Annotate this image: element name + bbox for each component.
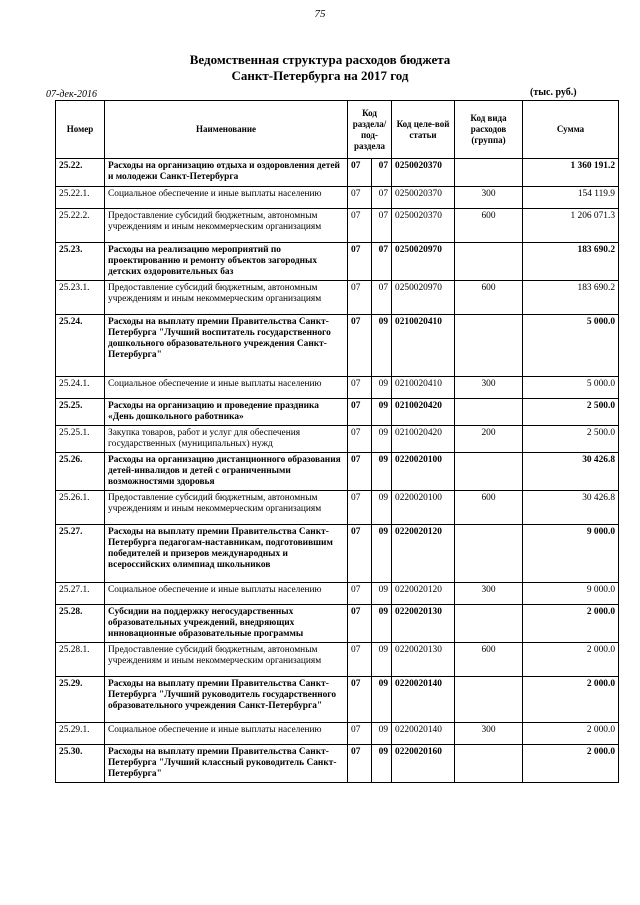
budget-table: [55, 100, 619, 783]
row-number: 25.27.: [56, 525, 105, 583]
row-expense-type: 600: [455, 491, 523, 525]
row-article-code: 0210020420: [392, 399, 455, 426]
row-number: 25.29.1.: [56, 723, 105, 745]
table-header-row: [56, 101, 619, 159]
row-section-code: 07: [348, 209, 372, 243]
row-expense-type: [455, 745, 523, 783]
table-row: [56, 209, 619, 243]
row-article-code: 0220020100: [392, 453, 455, 491]
table-row: [56, 159, 619, 187]
row-article-code: 0220020130: [392, 643, 455, 677]
row-subsection-code: 09: [372, 377, 392, 399]
row-section-code: 07: [348, 377, 372, 399]
row-expense-type: [455, 315, 523, 377]
row-section-code: 07: [348, 525, 372, 583]
row-number: 25.26.1.: [56, 491, 105, 525]
row-section-code: 07: [348, 315, 372, 377]
header-amount: Сумма: [523, 101, 619, 159]
row-expense-type: [455, 677, 523, 723]
row-article-code: 0220020160: [392, 745, 455, 783]
row-name: Расходы на организацию отдыха и оздоровления детей и молодежи Санкт-Петербурга: [105, 159, 348, 187]
row-section-code: 07: [348, 243, 372, 281]
row-number: 25.23.1.: [56, 281, 105, 315]
row-subsection-code: 09: [372, 453, 392, 491]
table-row: [56, 491, 619, 525]
row-name: Предоставление субсидий бюджетным, автономным учреждениям и иным некоммерческим организациям: [105, 643, 348, 677]
row-expense-type: 300: [455, 377, 523, 399]
row-article-code: 0220020140: [392, 677, 455, 723]
row-article-code: 0250020370: [392, 209, 455, 243]
row-number: 25.25.1.: [56, 426, 105, 453]
row-name: Социальное обеспечение и иные выплаты населению: [105, 723, 348, 745]
row-section-code: 07: [348, 605, 372, 643]
row-number: 25.27.1.: [56, 583, 105, 605]
row-amount: 2 000.0: [523, 605, 619, 643]
row-number: 25.22.1.: [56, 187, 105, 209]
header-number: Номер: [56, 101, 105, 159]
row-expense-type: [455, 605, 523, 643]
row-number: 25.24.1.: [56, 377, 105, 399]
row-name: Расходы на организацию дистанционного образования детей-инвалидов и детей с ограниченными возможностями здоровья: [105, 453, 348, 491]
row-name: Социальное обеспечение и иные выплаты населению: [105, 187, 348, 209]
table-row: [56, 281, 619, 315]
table-row: [56, 723, 619, 745]
row-name: Расходы на выплату премии Правительства Санкт-Петербурга "Лучший руководитель государственного образовательного учреждения Санкт-Петербурга": [105, 677, 348, 723]
row-amount: 2 000.0: [523, 677, 619, 723]
row-subsection-code: 07: [372, 209, 392, 243]
table-row: [56, 187, 619, 209]
row-section-code: 07: [348, 643, 372, 677]
row-name: Расходы на выплату премии Правительства Санкт-Петербурга педагогам-наставникам, подготовившим победителей и призеров международных и всероссийских олимпиад школьников: [105, 525, 348, 583]
table-row: [56, 605, 619, 643]
row-section-code: 07: [348, 159, 372, 187]
row-amount: 183 690.2: [523, 243, 619, 281]
row-amount: 30 426.8: [523, 491, 619, 525]
row-number: 25.26.: [56, 453, 105, 491]
row-name: Расходы на выплату премии Правительства Санкт-Петербурга "Лучший воспитатель государственного дошкольного образовательного учреждения Санкт-Петербурга": [105, 315, 348, 377]
row-article-code: 0220020120: [392, 583, 455, 605]
table-row: [56, 243, 619, 281]
row-amount: 2 500.0: [523, 426, 619, 453]
row-section-code: 07: [348, 426, 372, 453]
row-subsection-code: 09: [372, 426, 392, 453]
row-expense-type: 300: [455, 583, 523, 605]
row-section-code: 07: [348, 745, 372, 783]
row-expense-type: 300: [455, 723, 523, 745]
row-amount: 2 500.0: [523, 399, 619, 426]
table-row: [56, 643, 619, 677]
row-name: Расходы на организацию и проведение праздника «День дошкольного работника»: [105, 399, 348, 426]
table-row: [56, 399, 619, 426]
row-section-code: 07: [348, 491, 372, 525]
row-name: Закупка товаров, работ и услуг для обеспечения государственных (муниципальных) нужд: [105, 426, 348, 453]
row-number: 25.29.: [56, 677, 105, 723]
row-subsection-code: 07: [372, 187, 392, 209]
row-subsection-code: 09: [372, 583, 392, 605]
row-number: 25.28.: [56, 605, 105, 643]
row-section-code: 07: [348, 281, 372, 315]
row-name: Социальное обеспечение и иные выплаты населению: [105, 377, 348, 399]
header-article: Код целе-вой статьи: [392, 101, 455, 159]
row-number: 25.23.: [56, 243, 105, 281]
row-article-code: 0220020120: [392, 525, 455, 583]
table-row: [56, 453, 619, 491]
row-article-code: 0210020410: [392, 377, 455, 399]
row-article-code: 0220020100: [392, 491, 455, 525]
row-section-code: 07: [348, 583, 372, 605]
row-expense-type: [455, 159, 523, 187]
table-row: [56, 677, 619, 723]
row-subsection-code: 09: [372, 677, 392, 723]
row-expense-type: 600: [455, 643, 523, 677]
row-subsection-code: 09: [372, 605, 392, 643]
row-amount: 2 000.0: [523, 745, 619, 783]
units-label: (тыс. руб.): [530, 87, 577, 98]
title-line-2: Санкт-Петербурга на 2017 год: [231, 68, 409, 83]
row-article-code: 0250020370: [392, 159, 455, 187]
row-amount: 183 690.2: [523, 281, 619, 315]
row-section-code: 07: [348, 677, 372, 723]
row-amount: 5 000.0: [523, 315, 619, 377]
row-article-code: 0250020370: [392, 187, 455, 209]
table-row: [56, 426, 619, 453]
row-number: 25.24.: [56, 315, 105, 377]
table-row: [56, 745, 619, 783]
row-section-code: 07: [348, 453, 372, 491]
row-name: Предоставление субсидий бюджетным, автономным учреждениям и иным некоммерческим организациям: [105, 209, 348, 243]
row-article-code: 0250020970: [392, 281, 455, 315]
row-expense-type: [455, 399, 523, 426]
page-title: [0, 52, 640, 84]
row-number: 25.25.: [56, 399, 105, 426]
row-name: Субсидии на поддержку негосударственных образовательных учреждений, внедряющих инновационные образовательные программы: [105, 605, 348, 643]
row-subsection-code: 07: [372, 243, 392, 281]
row-amount: 9 000.0: [523, 525, 619, 583]
row-subsection-code: 07: [372, 281, 392, 315]
row-article-code: 0250020970: [392, 243, 455, 281]
row-number: 25.28.1.: [56, 643, 105, 677]
row-subsection-code: 09: [372, 643, 392, 677]
row-expense-type: 600: [455, 209, 523, 243]
row-subsection-code: 09: [372, 745, 392, 783]
row-section-code: 07: [348, 399, 372, 426]
row-number: 25.22.: [56, 159, 105, 187]
row-amount: 154 119.9: [523, 187, 619, 209]
row-name: Предоставление субсидий бюджетным, автономным учреждениям и иным некоммерческим организациям: [105, 491, 348, 525]
row-subsection-code: 07: [372, 159, 392, 187]
row-subsection-code: 09: [372, 525, 392, 583]
row-article-code: 0220020130: [392, 605, 455, 643]
row-expense-type: [455, 243, 523, 281]
row-number: 25.30.: [56, 745, 105, 783]
row-amount: 2 000.0: [523, 643, 619, 677]
row-subsection-code: 09: [372, 315, 392, 377]
title-line-1: Ведомственная структура расходов бюджета: [189, 52, 451, 67]
row-number: 25.22.2.: [56, 209, 105, 243]
row-amount: 5 000.0: [523, 377, 619, 399]
row-section-code: 07: [348, 723, 372, 745]
page-number: 75: [314, 8, 326, 20]
row-expense-type: 200: [455, 426, 523, 453]
table-body: [56, 159, 619, 783]
header-type: Код вида расходов (группа): [455, 101, 523, 159]
table-row: [56, 315, 619, 377]
row-section-code: 07: [348, 187, 372, 209]
table-row: [56, 525, 619, 583]
row-amount: 9 000.0: [523, 583, 619, 605]
header-section: Код раздела/ под-раздела: [348, 101, 392, 159]
row-article-code: 0210020420: [392, 426, 455, 453]
row-expense-type: 600: [455, 281, 523, 315]
header-name: Наименование: [105, 101, 348, 159]
row-amount: 1 360 191.2: [523, 159, 619, 187]
row-article-code: 0220020140: [392, 723, 455, 745]
table-row: [56, 377, 619, 399]
row-article-code: 0210020410: [392, 315, 455, 377]
row-expense-type: [455, 453, 523, 491]
row-subsection-code: 09: [372, 399, 392, 426]
row-expense-type: 300: [455, 187, 523, 209]
row-name: Предоставление субсидий бюджетным, автономным учреждениям и иным некоммерческим организациям: [105, 281, 348, 315]
row-amount: 1 206 071.3: [523, 209, 619, 243]
row-name: Социальное обеспечение и иные выплаты населению: [105, 583, 348, 605]
table-row: [56, 583, 619, 605]
document-date: 07-дек-2016: [46, 89, 97, 100]
row-subsection-code: 09: [372, 491, 392, 525]
row-name: Расходы на реализацию мероприятий по проектированию и ремонту объектов загородных детских оздоровительных баз: [105, 243, 348, 281]
row-subsection-code: 09: [372, 723, 392, 745]
row-expense-type: [455, 525, 523, 583]
row-amount: 30 426.8: [523, 453, 619, 491]
row-name: Расходы на выплату премии Правительства Санкт-Петербурга "Лучший классный руководитель Санкт-Петербурга": [105, 745, 348, 783]
row-amount: 2 000.0: [523, 723, 619, 745]
